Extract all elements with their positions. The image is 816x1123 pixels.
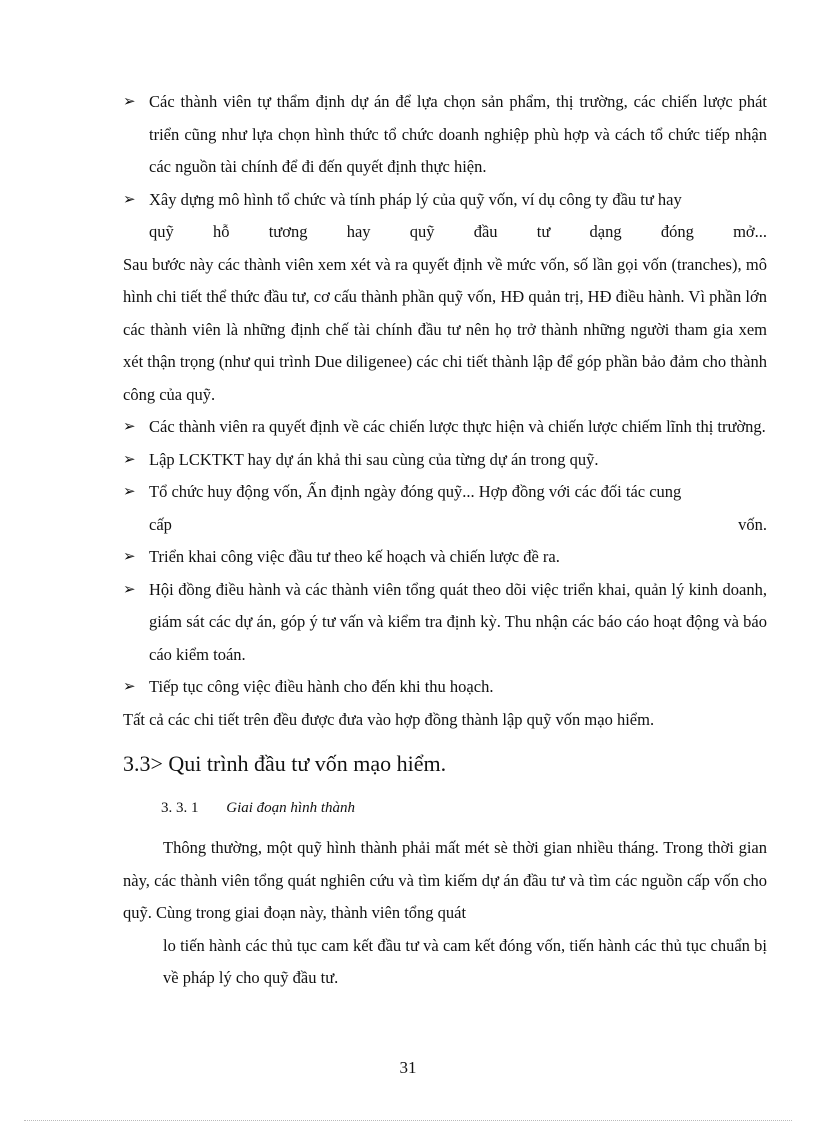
bullet-text-line: Xây dựng mô hình tổ chức và tính pháp lý của quỹ vốn, ví dụ công ty đầu tư hay (149, 189, 682, 209)
bullet-item (123, 671, 767, 704)
footer-divider (24, 1120, 792, 1121)
bullet-item (123, 411, 767, 444)
arrow-bullet-icon: ➢ (123, 679, 136, 695)
bullet-text-line: quỹ hỗ tương hay quỹ đầu tư dạng đóng mở... (149, 222, 767, 241)
page-content (123, 86, 767, 995)
arrow-bullet-icon: ➢ (123, 451, 136, 468)
arrow-bullet-icon: ➢ (123, 484, 136, 500)
section-heading: 3.3> Qui trình đầu tư vốn mạo hiểm. (123, 751, 447, 776)
bullet-item (123, 541, 767, 574)
subsection-heading (161, 792, 767, 824)
arrow-bullet-icon: ➢ (123, 419, 136, 435)
subsection-number: 3. 3. 1 (161, 800, 199, 816)
subsection-title: Giai đoạn hình thành (226, 800, 356, 816)
bullet-item (123, 86, 767, 184)
arrow-bullet-icon: ➢ (123, 581, 136, 598)
summary-paragraph: Tất cả các chi tiết trên đều được đưa vào hợp đồng thành lập quỹ vốn mạo hiểm. (123, 709, 655, 729)
bullet-text: Hội đồng điều hành và các thành viên tổng quát theo dõi việc triển khai, quản lý kinh doanh, giám sát các dự án, góp ý tư vấn và kiểm tra định kỳ. Thu nhận các báo cáo hoạt động và báo cáo kiểm toán. (149, 579, 767, 664)
arrow-bullet-icon: ➢ (123, 94, 136, 110)
bullet-item (123, 184, 767, 249)
bullet-text-line: Tổ chức huy động vốn, Ấn định ngày đóng quỹ... Hợp đồng với các đối tác cung (149, 482, 682, 501)
page-number: 31 (399, 1058, 417, 1077)
bullet-item (123, 574, 767, 672)
bullet-text: Các thành viên tự thẩm định dự án để lựa chọn sản phẩm, thị trường, các chiến lược phát triển cũng như lựa chọn hình thức tổ chức doanh nghiệp phù hợp và cách tổ chức tiếp nhận các nguồn tài chính để đi đến quyết định thực hiện. (149, 92, 767, 176)
body-paragraph: Thông thường, một quỹ hình thành phải mất mét sè thời gian nhiều tháng. Trong thời gian này, các thành viên tổng quát nghiên cứu và tìm kiếm dự án đầu tư và tìm các nguồn cấp vốn cho quỹ. Cùng trong giai đoạn này, thành viên tổng quát (123, 838, 767, 922)
bullet-item (123, 444, 767, 477)
arrow-bullet-icon: ➢ (123, 191, 136, 208)
bullet-text: Triển khai công việc đầu tư theo kế hoạch và chiến lược đề ra. (149, 547, 560, 566)
body-paragraph: lo tiến hành các thủ tục cam kết đầu tư và cam kết đóng vốn, tiến hành các thủ tục chuẩn bị về pháp lý cho quỹ đầu tư. (163, 935, 767, 987)
bullet-text: Các thành viên ra quyết định về các chiến lược thực hiện và chiến lược chiếm lĩnh thị trường. (149, 417, 766, 436)
bullet-text: Tiếp tục công việc điều hành cho đến khi thu hoạch. (149, 677, 494, 696)
arrow-bullet-icon: ➢ (123, 549, 136, 565)
bullet-text-line: cấp vốn. (149, 514, 767, 534)
bullet-item (123, 476, 767, 541)
paragraph: Sau bước này các thành viên xem xét và ra quyết định về mức vốn, số lần gọi vốn (tranches), mô hình chi tiết thể thức đầu tư, cơ cấu thành phần quỹ vốn, HĐ quản trị, HĐ điều hành. Vì phần lớn các thành viên là những định chế tài chính đầu tư nên họ trở thành những người tham gia xem xét thận trọng (như qui trình Due diligenee) các chi tiết thành lập để góp phần bảo đảm cho thành công của quỹ. (123, 254, 767, 404)
bullet-text: Lập LCKTKT hay dự án khả thi sau cùng của từng dự án trong quỹ. (149, 449, 599, 469)
